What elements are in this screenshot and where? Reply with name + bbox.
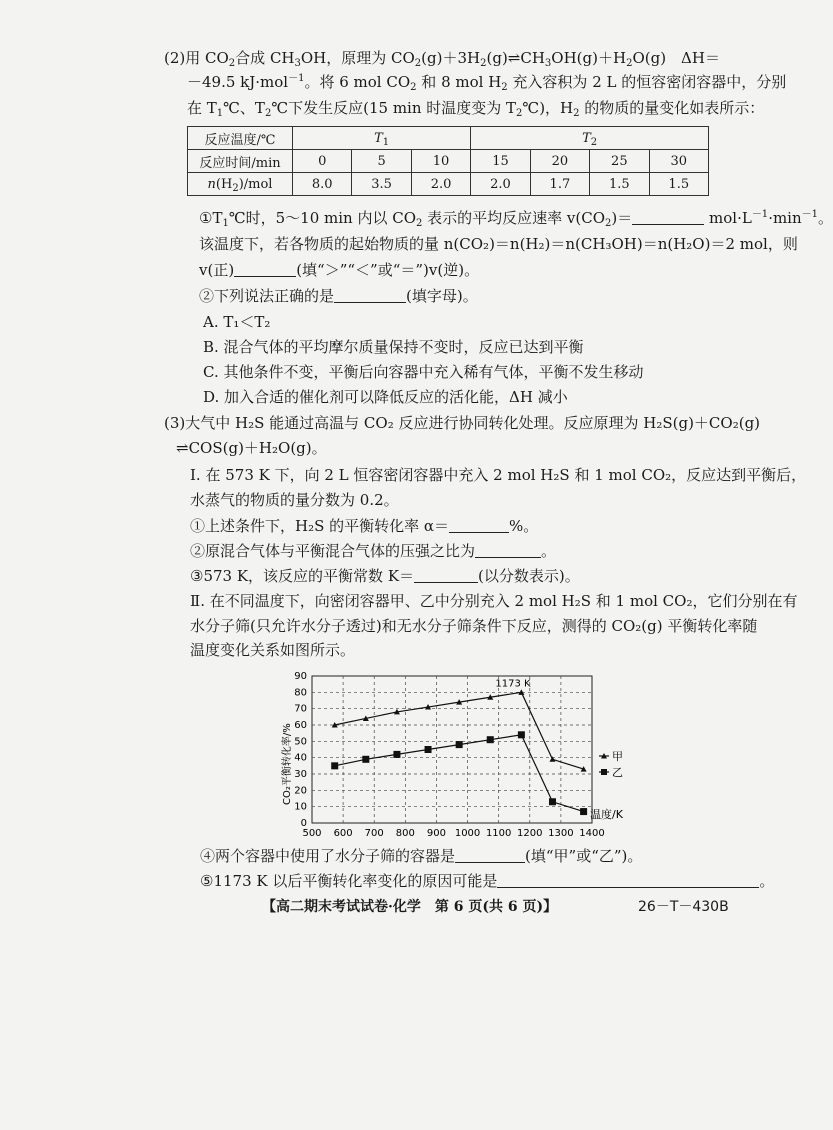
q2-line-2: －49.5 kJ·mol$^{-1}$。将 6 mol $CO_2$ 和 8 mol $H_2$ 充入容积为 2 L 的恒容密闭容器中，分别 (187, 73, 787, 93)
y-tick-label: 50 (294, 736, 307, 748)
table-cell: 2.0 (411, 173, 470, 196)
y-tick-label: 80 (294, 687, 307, 699)
answer-blank[interactable] (497, 873, 759, 888)
answer-blank[interactable] (449, 518, 509, 533)
q3-part1-line-1: Ⅰ. 在 573 K 下，向 2 L 恒容密闭容器中充入 2 mol H₂S 和 1 mol CO₂，反应达到平衡后， (190, 466, 807, 484)
data-point (393, 751, 400, 758)
option-a: A. T₁＜T₂ (203, 313, 271, 331)
table-cell: 20 (530, 150, 589, 173)
q2-sub2: ②下列说法正确的是 (填字母)。 (199, 287, 478, 305)
table-row (188, 150, 709, 173)
x-tick-label: 1000 (454, 828, 481, 839)
legend-label: 甲 (612, 750, 623, 763)
table-cell: $T_1$ (293, 127, 471, 150)
q3-part1-line-2: 水蒸气的物质的量分数为 0.2。 (190, 491, 399, 509)
q3-part2-line-2: 水分子筛(只允许水分子透过)和无水分子筛条件下反应，测得的 CO₂(g) 平衡转化率随 (190, 617, 758, 635)
table-cell: $n(H_2)$/mol (188, 173, 293, 196)
table-cell: 30 (649, 150, 708, 173)
data-point (549, 756, 555, 762)
y-axis-label: CO₂平衡转化率/% (282, 723, 293, 805)
y-tick-label: 0 (300, 818, 307, 829)
y-tick-label: 90 (294, 671, 307, 682)
answer-blank[interactable] (455, 848, 525, 863)
x-tick-label: 1300 (548, 828, 574, 839)
y-tick-label: 60 (294, 720, 307, 731)
q3-sub2: ②原混合气体与平衡混合气体的压强之比为 。 (190, 542, 557, 560)
answer-blank[interactable] (234, 262, 296, 277)
table-cell: 10 (411, 150, 470, 173)
answer-blank[interactable] (475, 543, 541, 558)
q3-sub3: ③573 K，该反应的平衡常数 K＝ (以分数表示)。 (190, 567, 580, 585)
paper-code: 26－T－430B (638, 899, 729, 915)
option-d: D. 加入合适的催化剂可以降低反应的活化能，ΔH 减小 (203, 388, 568, 406)
data-point (518, 731, 525, 738)
x-tick-label: 900 (426, 828, 446, 839)
x-tick-label: 600 (333, 828, 353, 839)
answer-blank[interactable] (414, 568, 478, 583)
q3-sub4: ④两个容器中使用了水分子筛的容器是 (填“甲”或“乙”)。 (200, 847, 643, 865)
data-point (487, 736, 494, 743)
q2-sub1-line-2: 该温度下，若各物质的起始物质的量 n(CO₂)＝n(H₂)＝n(CH₃OH)＝n(H₂O)＝2 mol，则 (199, 235, 798, 253)
q3-part2-line-3: 温度变化关系如图所示。 (190, 641, 356, 659)
x-tick-label: 1400 (579, 828, 605, 839)
q2-line-3: 在 $T_1℃$、$T_2℃$下发生反应(15 min 时温度变为 $T_2℃$)，$H_2$ 的物质的量变化如表所示： (187, 99, 765, 119)
answer-blank[interactable] (334, 288, 406, 303)
chart-axes (294, 671, 604, 839)
x-tick-label: 1100 (485, 828, 512, 839)
peak-annotation: 1173 K (495, 678, 531, 690)
table-cell: 3.5 (352, 173, 411, 196)
page-footer: 【高二期末考试试卷·化学 第 6 页(共 6 页)】 (262, 899, 558, 915)
table-cell: 1.5 (590, 173, 649, 196)
h2-data-table (187, 126, 709, 196)
x-tick-label: 700 (364, 828, 384, 839)
data-point (362, 756, 369, 763)
x-tick-label: 500 (302, 828, 322, 839)
q3-line-2: ⇌COS(g)＋H₂O(g)。 (176, 439, 327, 457)
data-point (425, 746, 432, 753)
table-cell: 1.7 (530, 173, 589, 196)
legend-marker (601, 769, 607, 775)
y-tick-label: 20 (294, 785, 307, 797)
table-cell: 0 (293, 150, 352, 173)
data-point (456, 741, 463, 748)
q3-sub5: ⑤1173 K 以后平衡转化率变化的原因可能是 。 (200, 872, 775, 890)
q2-sub1-line-3: v(正) (填“＞”“＜”或“＝”)v(逆)。 (199, 261, 480, 279)
conversion-rate-chart (272, 660, 632, 845)
table-cell: 反应时间/min (188, 150, 293, 173)
legend-label: 乙 (612, 766, 623, 779)
data-point (331, 762, 338, 769)
table-cell: 5 (352, 150, 411, 173)
q2-sub1-line-1: $①T_1℃$时，5～10 min 内以 $CO_2$ 表示的平均反应速率 $v(CO_2)= mol\cdot L^{-1}\cdot\min^{-1}$。 (199, 209, 833, 229)
option-b: B. 混合气体的平均摩尔质量保持不变时，反应已达到平衡 (203, 338, 584, 356)
table-cell: 25 (590, 150, 649, 173)
table-row (188, 173, 709, 196)
table-cell: 反应温度/℃ (188, 127, 293, 150)
data-point (580, 808, 587, 815)
answer-blank[interactable] (632, 210, 704, 225)
q3-part2-line-1: Ⅱ. 在不同温度下，向密闭容器甲、乙中分别充入 2 mol H₂S 和 1 mol CO₂，它们分别在有 (190, 592, 798, 610)
q3-sub1: ①上述条件下，H₂S 的平衡转化率 α＝ %。 (190, 517, 539, 535)
x-tick-label: 1200 (517, 828, 543, 839)
table-cell: $T_2$ (471, 127, 709, 150)
table-cell: 1.5 (649, 173, 708, 196)
y-tick-label: 70 (294, 703, 307, 715)
option-c: C. 其他条件不变，平衡后向容器中充入稀有气体，平衡不发生移动 (203, 363, 644, 381)
y-tick-label: 10 (294, 801, 307, 813)
table-cell: 8.0 (293, 173, 352, 196)
table-cell: 15 (471, 150, 530, 173)
y-tick-label: 30 (294, 769, 307, 780)
table-cell: 2.0 (471, 173, 530, 196)
q3-line-1: (3)大气中 H₂S 能通过高温与 CO₂ 反应进行协同转化处理。反应原理为 H₂S(g)＋CO₂(g) (164, 414, 761, 432)
y-tick-label: 40 (294, 752, 307, 764)
chart-series (331, 689, 623, 815)
x-tick-label: 800 (395, 828, 415, 839)
table-row (188, 127, 709, 150)
x-axis-label: 温度/K (590, 808, 623, 821)
q2-line-1: (2)用 $CO_2$合成 $CH_3OH$，原理为 $CO_2(g)+3H_2(g)\rightleftharpoons CH_3OH(g)+H_2O(g)$ ΔH＝ (164, 49, 720, 69)
data-point (549, 798, 556, 805)
